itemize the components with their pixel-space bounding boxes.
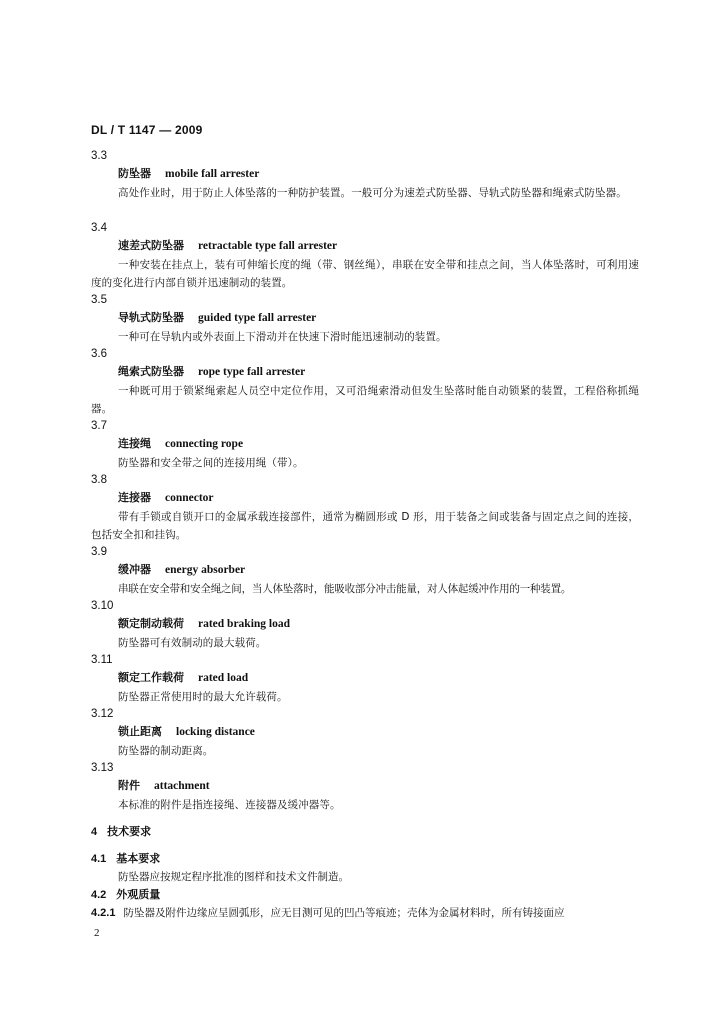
term-definition: 高处作业时，用于防止人体坠落的一种防护装置。一般可分为速差式防坠器、导轨式防坠器和绳索式防坠器。 — [118, 187, 627, 199]
term-number: 3.12 — [91, 708, 114, 720]
term-definition: 一种安装在挂点上，装有可伸缩长度的绳（带、钢丝绳），串联在安全带和挂点之间，当人体坠落时，可利用速度的变化进行内部自锁并迅速制动的装置。 — [91, 259, 639, 289]
section-heading — [91, 823, 639, 841]
page-number: 2 — [94, 927, 100, 939]
term-entry — [91, 544, 639, 598]
term-en: rated load — [198, 672, 249, 684]
term-zh: 防坠器 — [118, 167, 151, 180]
term-entry — [91, 292, 639, 346]
clause-text: 防坠器及附件边缘应呈圆弧形，应无目测可见的凹凸等痕迹；壳体为金属材料时，所有铸接面应 — [123, 907, 565, 919]
subsection-title: 外观质量 — [116, 888, 161, 901]
term-entry — [91, 472, 639, 544]
term-definition: 防坠器的制动距离。 — [118, 745, 214, 757]
term-title — [91, 436, 639, 454]
term-definition: 串联在安全带和安全绳之间，当人体坠落时，能吸收部分冲击能量，对人体起缓冲作用的一种装置。 — [118, 583, 572, 595]
term-zh: 绳索式防坠器 — [118, 365, 184, 378]
term-zh: 连接器 — [118, 491, 151, 504]
term-en: connector — [165, 492, 214, 504]
subsection-title: 基本要求 — [116, 852, 161, 865]
term-zh: 锁止距离 — [118, 725, 162, 738]
term-number: 3.8 — [91, 474, 107, 486]
term-title — [91, 490, 639, 508]
term-entry — [91, 598, 639, 652]
subsection-number: 4.1 — [91, 853, 107, 865]
term-definition: 本标准的附件是指连接绳、连接器及缓冲器等。 — [118, 799, 341, 811]
term-en: energy absorber — [165, 564, 246, 576]
term-number: 3.9 — [91, 546, 107, 558]
subsection-heading — [91, 850, 639, 868]
term-definition: 带有手锁或自锁开口的金属承载连接部件，通常为椭圆形或 D 形，用于装备之间或装备与固定点之间的连接，包括安全扣和挂钩。 — [91, 511, 639, 541]
section-number: 4 — [91, 826, 98, 838]
term-entry — [91, 760, 639, 814]
term-number: 3.13 — [91, 762, 114, 774]
term-title — [91, 310, 639, 328]
term-number: 3.6 — [91, 348, 107, 360]
term-en: locking distance — [176, 726, 255, 738]
clause-number: 4.2.1 — [91, 907, 116, 919]
term-en: retractable type fall arrester — [198, 240, 338, 252]
term-entry — [91, 346, 639, 418]
term-number: 3.10 — [91, 600, 114, 612]
term-en: attachment — [154, 780, 210, 792]
term-en: guided type fall arrester — [198, 312, 317, 324]
term-entry — [91, 220, 639, 292]
term-number: 3.11 — [91, 654, 113, 666]
term-number: 3.7 — [91, 420, 107, 432]
term-definition: 防坠器正常使用时的最大允许载荷。 — [118, 691, 288, 703]
term-title — [91, 562, 639, 580]
term-title — [91, 166, 639, 184]
term-title — [91, 238, 639, 256]
term-zh: 附件 — [118, 779, 140, 792]
term-title — [91, 616, 639, 634]
subsection-heading — [91, 886, 639, 904]
term-definition: 防坠器和安全带之间的连接用绳（带）。 — [118, 457, 304, 469]
term-zh: 连接绳 — [118, 437, 151, 450]
term-number: 3.3 — [91, 150, 107, 162]
term-definition: 一种可在导轨内或外表面上下滑动并在快速下滑时能迅速制动的装置。 — [118, 331, 447, 343]
term-entry — [91, 706, 639, 760]
term-title — [91, 778, 639, 796]
term-zh: 导轨式防坠器 — [118, 311, 184, 324]
subsection-text: 防坠器应按规定程序批准的图样和技术文件制造。 — [118, 871, 349, 883]
term-zh: 速差式防坠器 — [118, 239, 184, 252]
document-body — [91, 148, 639, 922]
term-zh: 额定工作载荷 — [118, 671, 184, 684]
section-title: 技术要求 — [107, 825, 152, 838]
term-definition: 防坠器可有效制动的最大载荷。 — [118, 637, 267, 649]
term-en: mobile fall arrester — [165, 168, 260, 180]
term-definition: 一种既可用于锁紧绳索起人员空中定位作用，又可沿绳索滑动但发生坠落时能自动锁紧的装置，工程俗称抓绳器。 — [91, 385, 639, 415]
clause-paragraph — [91, 904, 639, 922]
term-number: 3.5 — [91, 294, 107, 306]
term-entry — [91, 148, 639, 220]
term-entry — [91, 418, 639, 472]
subsection-number: 4.2 — [91, 889, 107, 901]
term-zh: 额定制动载荷 — [118, 617, 184, 630]
term-en: connecting rope — [165, 438, 244, 450]
term-entry — [91, 652, 639, 706]
term-number: 3.4 — [91, 222, 107, 234]
term-en: rope type fall arrester — [198, 366, 306, 378]
term-title — [91, 724, 639, 742]
term-title — [91, 670, 639, 688]
term-title — [91, 364, 639, 382]
term-en: rated braking load — [198, 618, 291, 630]
standard-code-header: DL / T 1147 — 2009 — [91, 123, 203, 137]
term-zh: 缓冲器 — [118, 563, 151, 576]
